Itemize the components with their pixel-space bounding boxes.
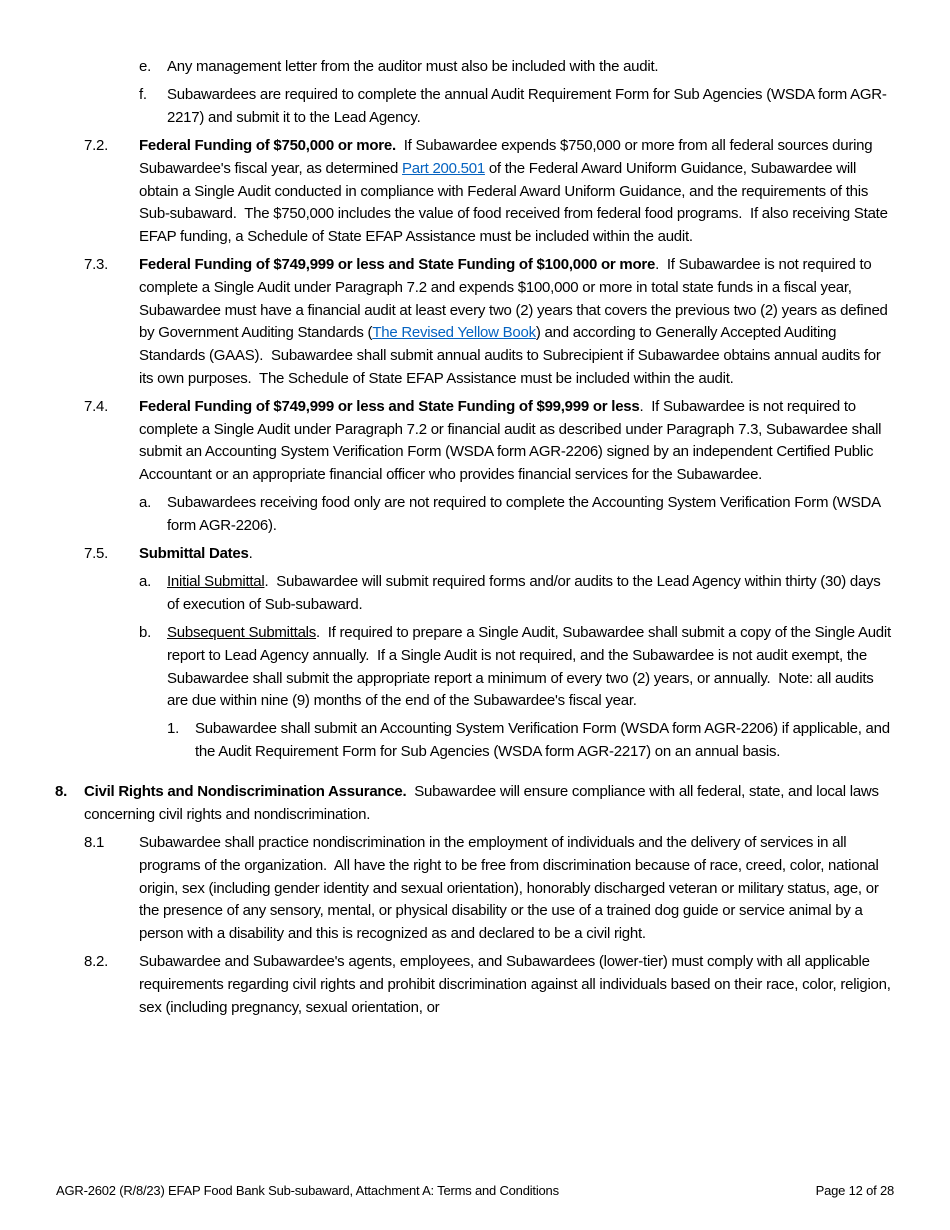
- clause-text: [139, 543, 894, 566]
- clause-text: [139, 951, 894, 1019]
- text-run: Subawardees receiving food only are not required to complete the Accounting System Verification Form (WSDA form AGR-2206).: [167, 494, 884, 534]
- clause-text: [139, 254, 894, 390]
- text-run: Subawardees are required to complete the annual Audit Requirement Form for Sub Agencies (WSDA form AGR-2217) and submit it to the Lead Agency.: [167, 86, 887, 126]
- clause-item: [0, 254, 950, 390]
- reference-link[interactable]: Part 200.501: [402, 159, 485, 177]
- clause-text: [195, 718, 894, 763]
- clause-heading: Federal Funding of $750,000 or more.: [139, 137, 396, 155]
- clause-item: [0, 135, 950, 249]
- clause-heading: Submittal Dates: [139, 545, 249, 563]
- clause-number: 7.5.: [84, 545, 109, 563]
- clause-number: 8.: [55, 783, 68, 801]
- clause-number: 8.1: [84, 834, 105, 852]
- clause-number: 7.2.: [84, 137, 109, 155]
- clause-heading: Federal Funding of $749,999 or less and State Funding of $100,000 or more: [139, 256, 656, 274]
- clause-number: a.: [139, 494, 152, 512]
- reference-link[interactable]: The Revised Yellow Book: [372, 324, 536, 342]
- text-run: . If Subawardee is not required to complete a Single Audit under Paragraph 7.2 and expends $100,000 or more in total state funds in a fiscal year, Subawardee must have a financial audit at least every two (2) years that covers the previous two (2) years as defined by Government Auditing Standards (: [139, 256, 892, 342]
- page-footer: [56, 1183, 894, 1198]
- clause-text: [167, 622, 894, 713]
- clause-text: [139, 396, 894, 487]
- clause-number: b.: [139, 624, 152, 642]
- clause-item: [0, 492, 950, 537]
- footer-page-number: Page 12 of 28: [815, 1183, 894, 1198]
- clause-text: [167, 56, 894, 79]
- document-body: [0, 56, 950, 1025]
- clause-number: a.: [139, 573, 152, 591]
- clause-item: [0, 571, 950, 616]
- clause-item: [0, 832, 950, 946]
- text-run: Subawardee shall practice nondiscrimination in the employment of individuals and the delivery of services in all programs of the organization. All have the right to be free from discrimination because of race, creed, color, national origin, sex (including gender identity and sexual orientation), honorably discharged veteran or military status, age, or the presence of any sensory, mental, or physical disability or the use of a trained dog guide or service animal by a person with a disability and this is recognized as and declared to be a civil right.: [139, 834, 883, 943]
- text-run: Subawardee and Subawardee's agents, employees, and Subawardees (lower-tier) must comply with all applicable requirements regarding civil rights and prohibit discrimination against all individuals based on their race, color, religion, sex (including pregnancy, sexual orientation, or: [139, 953, 895, 1016]
- clause-item: [0, 622, 950, 713]
- text-run: Subawardee shall submit an Accounting System Verification Form (WSDA form AGR-2206) if applicable, and the Audit Requirement Form for Sub Agencies (WSDA form AGR-2217) on an annual basis.: [195, 720, 894, 761]
- underlined-term: Subsequent Submittals: [167, 624, 317, 642]
- clause-number: 8.2.: [84, 953, 109, 971]
- clause-number: f.: [139, 86, 147, 104]
- clause-item: [0, 951, 950, 1019]
- clause-text: [167, 84, 894, 129]
- clause-text: [167, 571, 894, 616]
- text-run: ) and according to Generally Accepted Auditing Standards (GAAS). Subawardee shall submit annual audits to Subrecipient if Subawardee obtains annual audits for its own purposes. The Schedule of State EFAP Assistance must be included within the audit.: [139, 324, 885, 387]
- clause-item: [0, 781, 950, 826]
- text-run: . If required to prepare a Single Audit, Subawardee shall submit a copy of the Single Audit report to Lead Agency annually. If a Single Audit is not required, and the Subawardee is not audit exempt, the Subawardee shall submit the appropriate report a minimum of every two (2) years, or annually. Note: all audits are due within nine (9) months of the end of the Subawardee's fiscal year.: [167, 624, 895, 710]
- clause-number: 1.: [167, 720, 180, 738]
- clause-text: [84, 781, 894, 826]
- text-run: If Subawardee expends $750,000 or more from all federal sources during Subawardee's fiscal year, as determined: [139, 137, 877, 177]
- clause-item: [0, 84, 950, 129]
- clause-text: [139, 135, 894, 249]
- clause-number: e.: [139, 58, 152, 75]
- text-run: Any management letter from the auditor must also be included with the audit.: [167, 58, 659, 75]
- section-gap: [0, 769, 950, 781]
- text-run: . Subawardee will submit required forms and/or audits to the Lead Agency within thirty (30) days of execution of Sub-subaward.: [167, 573, 885, 613]
- clause-number: 7.3.: [84, 256, 109, 274]
- text-run: of the Federal Award Uniform Guidance, Subawardee will obtain a Single Audit conducted in compliance with Federal Award Uniform Guidance, and the requirements of this Sub-subaward. The $750,000 includes the value of food received from federal food programs. If also receiving State EFAP funding, a Schedule of State EFAP Assistance must be included within the audit.: [139, 159, 892, 245]
- clause-text: [139, 832, 894, 946]
- clause-item: [0, 56, 950, 79]
- underlined-term: Initial Submittal: [167, 573, 265, 591]
- text-run: Subawardee will ensure compliance with all federal, state, and local laws concerning civil rights and nondiscrimination.: [84, 783, 883, 824]
- clause-item: [0, 396, 950, 487]
- clause-heading: Civil Rights and Nondiscrimination Assurance.: [84, 783, 407, 801]
- footer-form-title: AGR-2602 (R/8/23) EFAP Food Bank Sub-subaward, Attachment A: Terms and Conditions: [56, 1183, 559, 1198]
- clause-heading: Federal Funding of $749,999 or less and State Funding of $99,999 or less: [139, 397, 640, 415]
- clause-number: 7.4.: [84, 397, 109, 415]
- clause-text: [167, 492, 894, 537]
- clause-item: [0, 718, 950, 763]
- text-run: .: [248, 545, 253, 563]
- text-run: . If Subawardee is not required to complete a Single Audit under Paragraph 7.2 or financial audit as described under Paragraph 7.3, Subawardee shall submit an Accounting System Verification Form (WSDA form AGR-2206) signed by an independent Certified Public Accountant or an appropriate financial officer who provides financial services for the Subawardee.: [139, 397, 886, 483]
- clause-item: [0, 543, 950, 566]
